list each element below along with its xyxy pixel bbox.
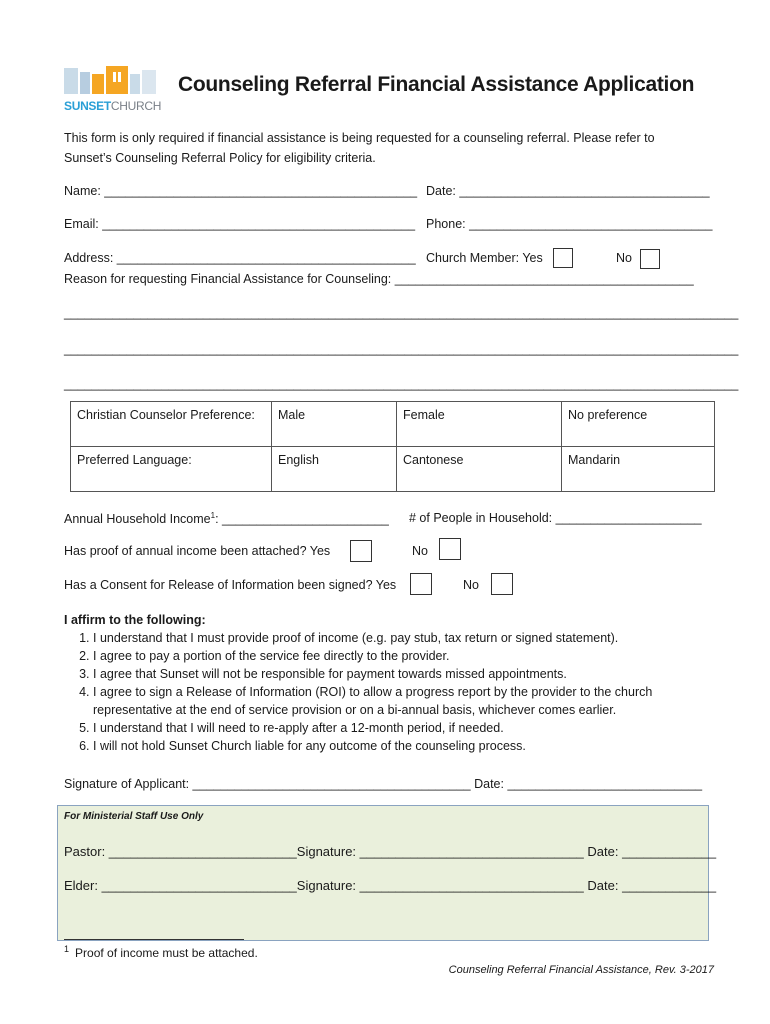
option-female[interactable]: Female — [397, 402, 562, 447]
applicant-signature-field[interactable]: Signature of Applicant: ________________________________________ Date: ____________________________ — [64, 777, 703, 791]
church-logo-icon — [64, 66, 158, 96]
language-label: Preferred Language: — [71, 447, 272, 492]
email-field[interactable]: Email: _____________________________________________ — [64, 217, 416, 231]
affirmation-list — [64, 629, 724, 755]
reason-field[interactable]: Reason for requesting Financial Assistance for Counseling: ___________________________________________ — [64, 272, 694, 286]
list-item: 2. I agree to pay a portion of the service fee directly to the provider. — [93, 647, 724, 665]
form-title: Counseling Referral Financial Assistance Application — [178, 73, 695, 96]
option-mandarin[interactable]: Mandarin — [562, 447, 715, 492]
church-member-label: Church Member: Yes — [426, 251, 543, 265]
logo-wordmark: SUNSETCHURCH — [64, 99, 162, 113]
elder-signature-field[interactable]: Elder: ___________________________Signature: _______________________________ Date: _____________ — [64, 878, 717, 893]
church-member-no-label: No — [616, 251, 632, 265]
list-item: 6. I will not hold Sunset Church liable for any outcome of the counseling process. — [93, 737, 724, 755]
option-english[interactable]: English — [272, 447, 397, 492]
list-item: 5. I understand that I will need to re-apply after a 12-month period, if needed. — [93, 719, 724, 737]
name-field[interactable]: Name: _____________________________________________ — [64, 184, 418, 198]
consent-label: Has a Consent for Release of Information been signed? Yes — [64, 578, 397, 592]
church-member-yes-checkbox[interactable] — [553, 248, 573, 268]
reason-line[interactable]: _________________________________________________________________________________________________ — [64, 306, 739, 320]
income-proof-no-label: No — [412, 544, 428, 558]
table-row — [71, 402, 715, 447]
footnote: $^1$ Proof of income must be attached. — [64, 944, 258, 960]
income-proof-label: Has proof of annual income been attached? Yes — [64, 544, 331, 558]
household-size-field[interactable]: # of People in Household: _____________________ — [409, 511, 702, 525]
affirmation-section — [64, 613, 724, 755]
option-cantonese[interactable]: Cantonese — [397, 447, 562, 492]
list-item: 1. I understand that I must provide proof of income (e.g. pay stub, tax return or signed statement). — [93, 629, 724, 647]
income-proof-yes-checkbox[interactable] — [350, 540, 372, 562]
consent-yes-checkbox[interactable] — [410, 573, 432, 595]
church-member-no-checkbox[interactable] — [640, 249, 660, 269]
reason-line[interactable]: _________________________________________________________________________________________________ — [64, 342, 739, 356]
list-item: 3. I agree that Sunset will not be responsible for payment towards missed appointments. — [93, 665, 724, 683]
option-male[interactable]: Male — [272, 402, 397, 447]
option-no-preference[interactable]: No preference — [562, 402, 715, 447]
consent-no-checkbox[interactable] — [491, 573, 513, 595]
affirmation-heading: I affirm to the following: — [64, 613, 206, 627]
table-row — [71, 447, 715, 492]
footnote-divider — [64, 939, 244, 940]
income-proof-no-checkbox[interactable] — [439, 538, 461, 560]
phone-field[interactable]: Phone: ___________________________________ — [426, 217, 713, 231]
preference-table — [70, 401, 715, 492]
pastor-signature-field[interactable]: Pastor: __________________________Signature: _______________________________ Date: _____________ — [64, 844, 717, 859]
counselor-preference-label: Christian Counselor Preference: — [71, 402, 272, 447]
staff-heading: For Ministerial Staff Use Only — [64, 811, 204, 822]
staff-use-box — [57, 805, 717, 941]
list-item: 4. I agree to sign a Release of Information (ROI) to allow a progress report by the provider to the church representative at the end of service provision or on a bi-annual basis, whichever comes earlier. — [93, 683, 724, 719]
intro-text: This form is only required if financial assistance is being requested for a counseling referral. Please refer to Sunset’s Counseling Referral Policy for eligibility criteria. — [64, 131, 655, 165]
reason-line[interactable]: _________________________________________________________________________________________________ — [64, 377, 739, 391]
annual-income-field[interactable]: Annual Household Income$^1$: ________________________ — [64, 511, 389, 527]
address-field[interactable]: Address: ___________________________________________ — [64, 251, 416, 265]
consent-no-label: No — [463, 578, 479, 592]
page-footer: Counseling Referral Financial Assistance, Rev. 3-2017 — [448, 964, 714, 976]
date-field[interactable]: Date: ____________________________________ — [426, 184, 710, 198]
